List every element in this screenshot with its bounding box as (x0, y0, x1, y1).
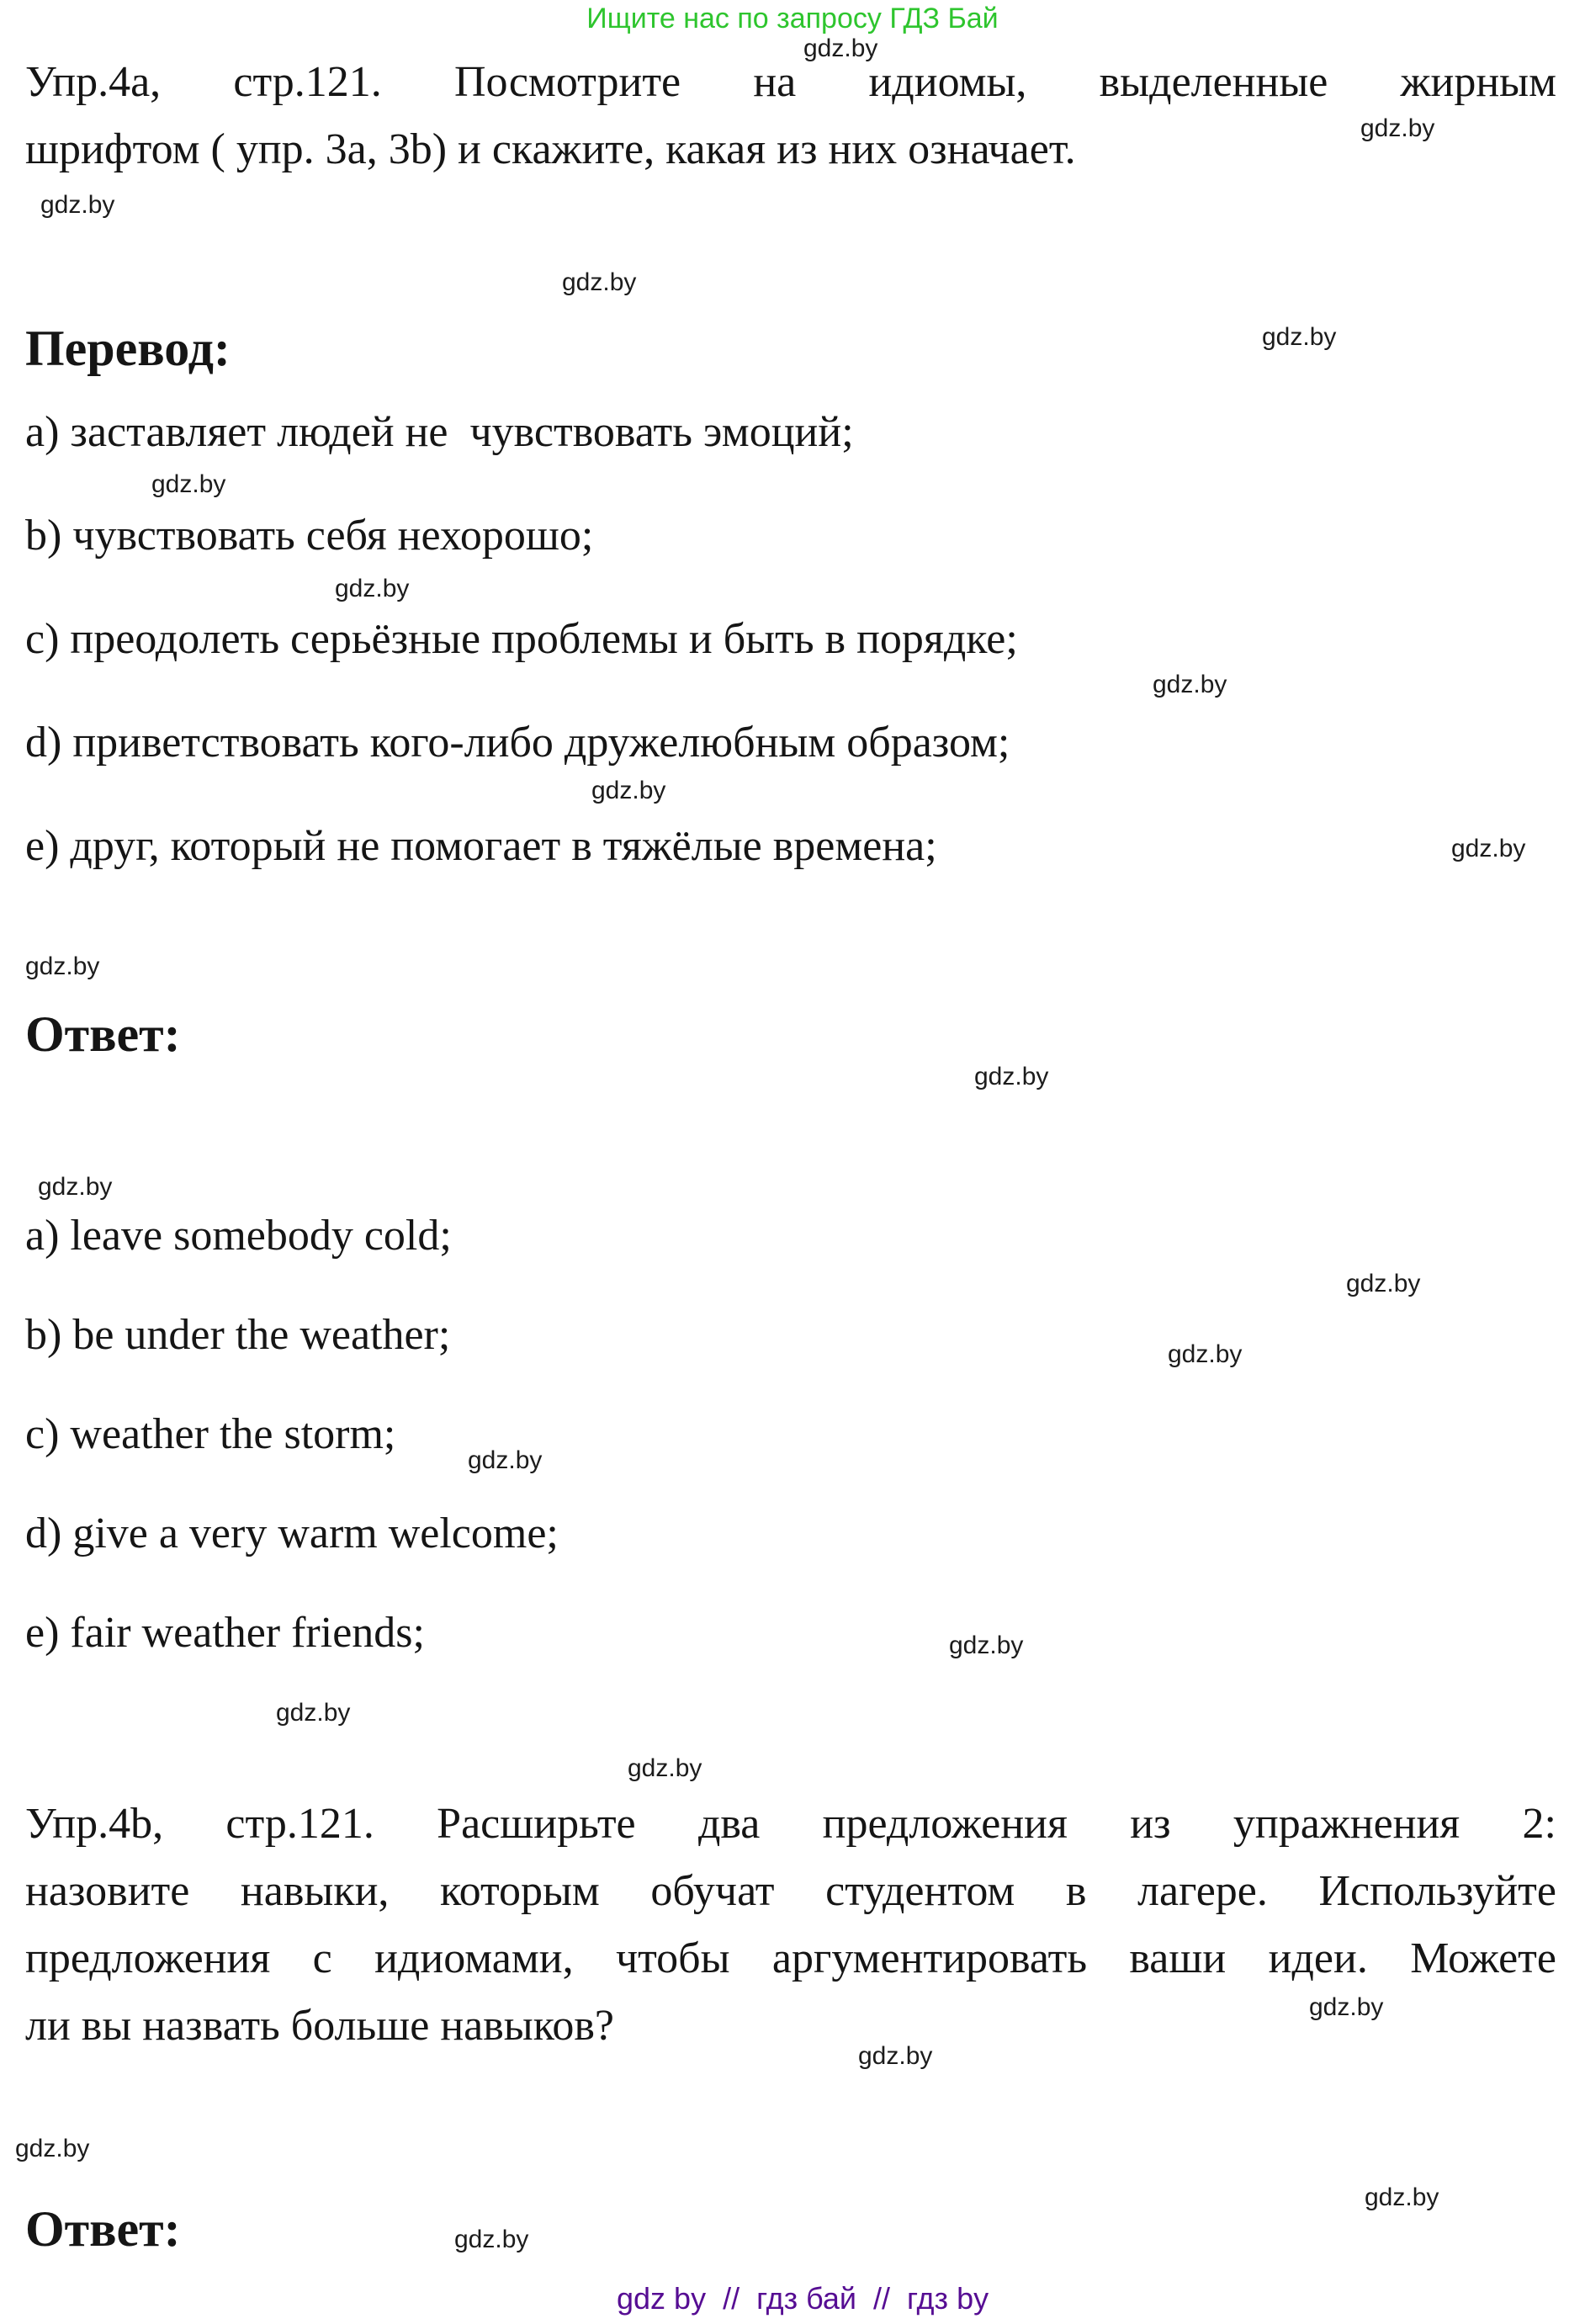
translation-item-a: a) заставляет людей не чувствовать эмоций; (25, 408, 854, 456)
watermark-gdz: gdz.by (1153, 671, 1227, 698)
footer-search-terms: gdz by // гдз бай // гдз by (617, 2281, 989, 2316)
watermark-gdz: gdz.by (974, 1063, 1049, 1090)
answer-item-e: e) fair weather friends; (25, 1609, 425, 1657)
exercise-4a-heading-line-1: Упр.4a, стр.121. Посмотрите на идиомы, выделенные жирным (25, 58, 1556, 106)
translation-item-c: c) преодолеть серьёзные проблемы и быть в порядке; (25, 615, 1018, 663)
answer-label-4a: Ответ: (25, 1006, 181, 1062)
watermark-gdz: gdz.by (858, 2042, 933, 2070)
exercise-4b-heading-line-4: ли вы назвать больше навыков? (25, 2002, 614, 2050)
watermark-gdz: gdz.by (25, 952, 100, 980)
watermark-gdz: gdz.by (468, 1446, 543, 1474)
answer-item-d: d) give a very warm welcome; (25, 1510, 559, 1557)
watermark-gdz: gdz.by (1365, 2183, 1439, 2211)
promo-header: Ищите нас по запросу ГДЗ Бай (586, 3, 999, 34)
watermark-gdz: gdz.by (949, 1632, 1024, 1659)
watermark-gdz: gdz.by (1262, 323, 1337, 351)
watermark-gdz: gdz.by (1360, 114, 1435, 142)
watermark-gdz: gdz.by (1451, 835, 1526, 862)
watermark-gdz: gdz.by (803, 34, 878, 62)
watermark-gdz: gdz.by (15, 2135, 90, 2162)
watermark-gdz: gdz.by (1346, 1270, 1421, 1297)
answer-item-b: b) be under the weather; (25, 1311, 451, 1359)
translation-item-d: d) приветствовать кого-либо дружелюбным образом; (25, 719, 1010, 767)
watermark-gdz: gdz.by (1168, 1340, 1243, 1368)
answer-item-c: c) weather the storm; (25, 1410, 396, 1458)
translation-item-e: e) друг, который не помогает в тяжёлые времена; (25, 822, 937, 870)
translation-item-b: b) чувствовать себя нехорошо; (25, 512, 594, 560)
watermark-gdz: gdz.by (454, 2226, 529, 2253)
answer-label-4b: Ответ: (25, 2201, 181, 2257)
watermark-gdz: gdz.by (591, 777, 666, 804)
exercise-4a-heading-line-2: шрифтом ( упр. 3a, 3b) и скажите, какая из них означает. (25, 125, 1076, 173)
exercise-4b-heading-line-2: назовите навыки, которым обучат студентом в лагере. Используйте (25, 1867, 1556, 1915)
exercise-4b-heading-line-1: Упр.4b, стр.121. Расширьте два предложения из упражнения 2: (25, 1800, 1556, 1848)
watermark-gdz: gdz.by (276, 1699, 351, 1727)
watermark-gdz: gdz.by (562, 268, 637, 296)
watermark-gdz: gdz.by (1309, 1993, 1384, 2021)
answer-list (25, 1210, 1556, 1706)
watermark-gdz: gdz.by (151, 470, 226, 498)
watermark-gdz: gdz.by (38, 1173, 113, 1201)
exercise-4a-heading (25, 49, 1556, 183)
translation-list (25, 406, 1556, 924)
answer-item-a: a) leave somebody cold; (25, 1212, 452, 1260)
watermark-gdz: gdz.by (628, 1754, 702, 1782)
watermark-gdz: gdz.by (40, 191, 115, 219)
watermark-gdz: gdz.by (335, 575, 410, 602)
exercise-4b-heading-line-3: предложения с идиомами, чтобы аргументировать ваши идеи. Можете (25, 1934, 1556, 1982)
translation-label: Перевод: (25, 321, 231, 376)
